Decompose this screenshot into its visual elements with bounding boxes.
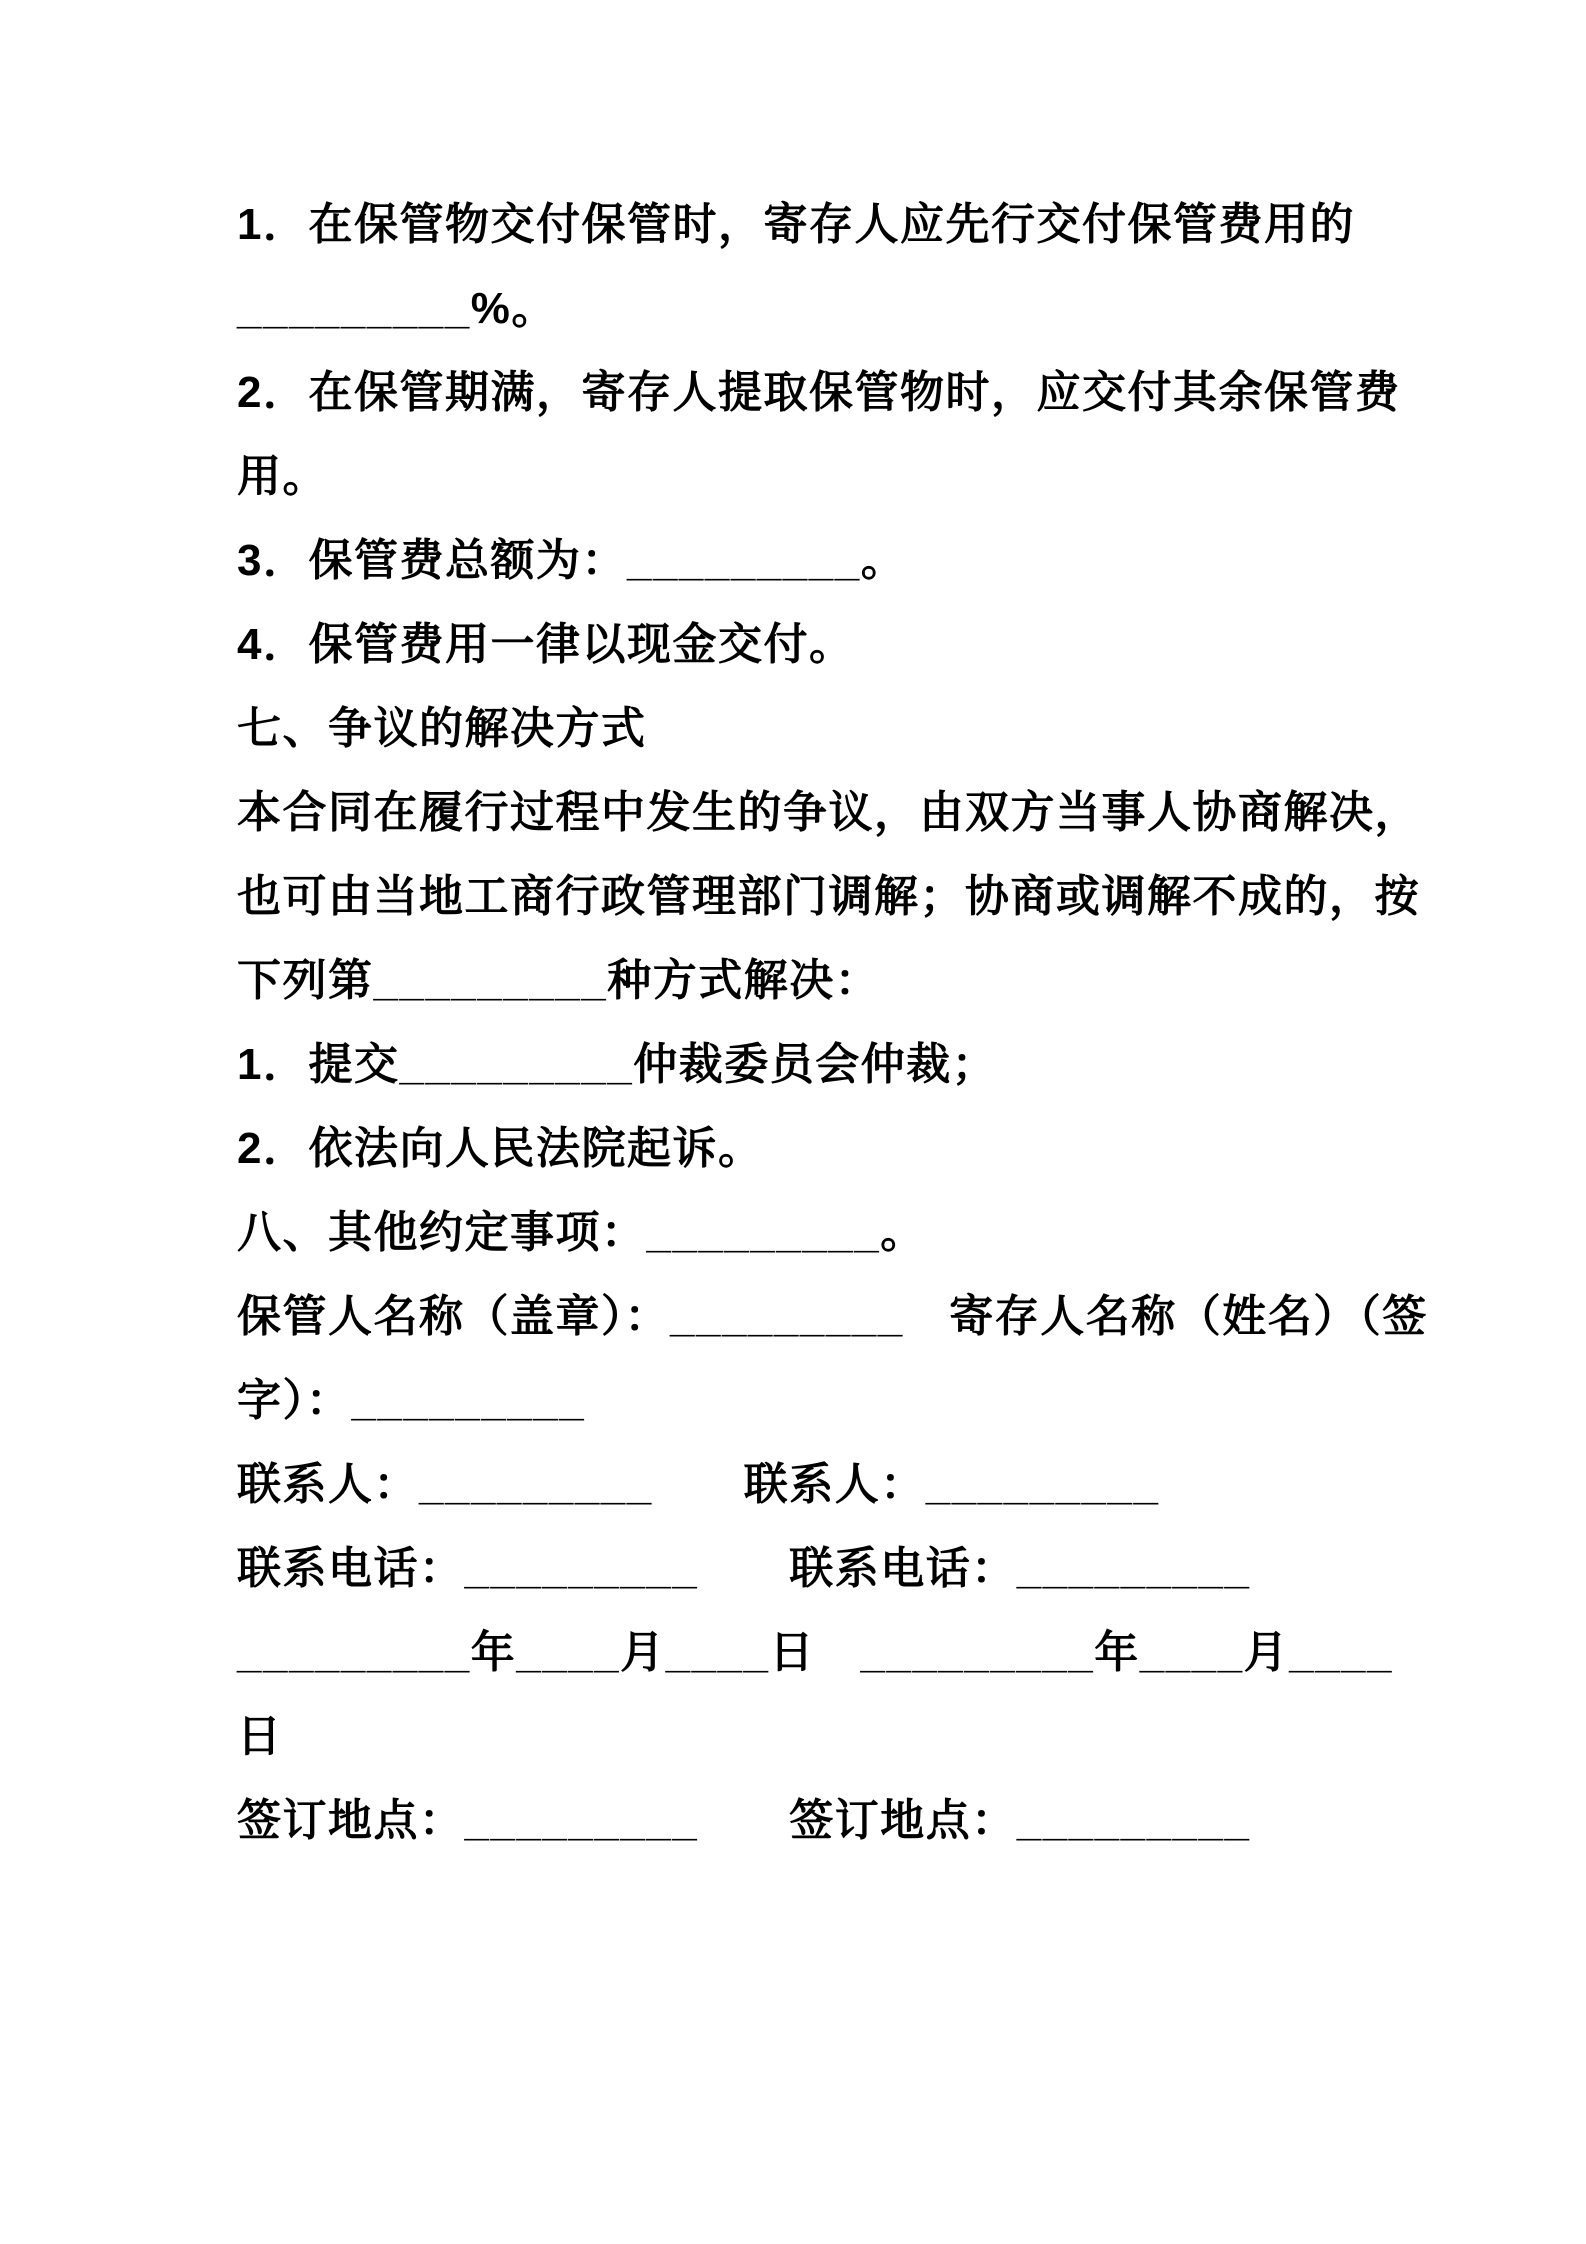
contract-line-phones: 联系电话：_________ 联系电话：_________ — [237, 1544, 1251, 1593]
contract-section-other-items: 八、其他约定事项：_________。 — [237, 1208, 926, 1257]
contract-line-court: 2．依法向人民法院起诉。 — [237, 1124, 764, 1173]
contract-line-dates: _________年____月____日 _________年____月____ — [237, 1628, 1394, 1677]
contract-line-party-names-wrap: 字）：_________ — [237, 1376, 586, 1425]
contract-line-dispute-2: 也可由当地工商行政管理部门调解；协商或调解不成的，按 — [237, 872, 1420, 921]
contract-line-arbitration: 1．提交_________仲裁委员会仲裁； — [237, 1040, 998, 1089]
contract-line-contacts: 联系人：_________ 联系人：_________ — [237, 1460, 1160, 1509]
contract-line-fee-prepay-blank: _________%。 — [237, 284, 557, 333]
contract-line-signing-locations: 签订地点：_________ 签订地点：_________ — [237, 1796, 1251, 1845]
contract-line-fee-total: 3．保管费总额为：_________。 — [237, 536, 907, 585]
contract-line-dispute-1: 本合同在履行过程中发生的争议，由双方当事人协商解决， — [237, 788, 1420, 837]
contract-line-party-names: 保管人名称（盖章）：_________ 寄存人名称（姓名）（签 — [237, 1292, 1428, 1341]
contract-text-block — [237, 183, 1586, 1863]
contract-line-fee-cash: 4．保管费用一律以现金交付。 — [237, 620, 855, 669]
contract-section-dispute-heading: 七、争议的解决方式 — [237, 704, 647, 753]
contract-line-dispute-method-blank: 下列第_________种方式解决： — [237, 956, 881, 1005]
contract-line-fee-remainder: 2．在保管期满，寄存人提取保管物时，应交付其余保管费 — [237, 368, 1401, 417]
contract-line-fee-prepay: 1．在保管物交付保管时，寄存人应先行交付保管费用的 — [237, 200, 1355, 249]
contract-line-dates-wrap: 日 — [237, 1712, 283, 1761]
contract-line-fee-remainder-wrap: 用。 — [237, 452, 328, 501]
